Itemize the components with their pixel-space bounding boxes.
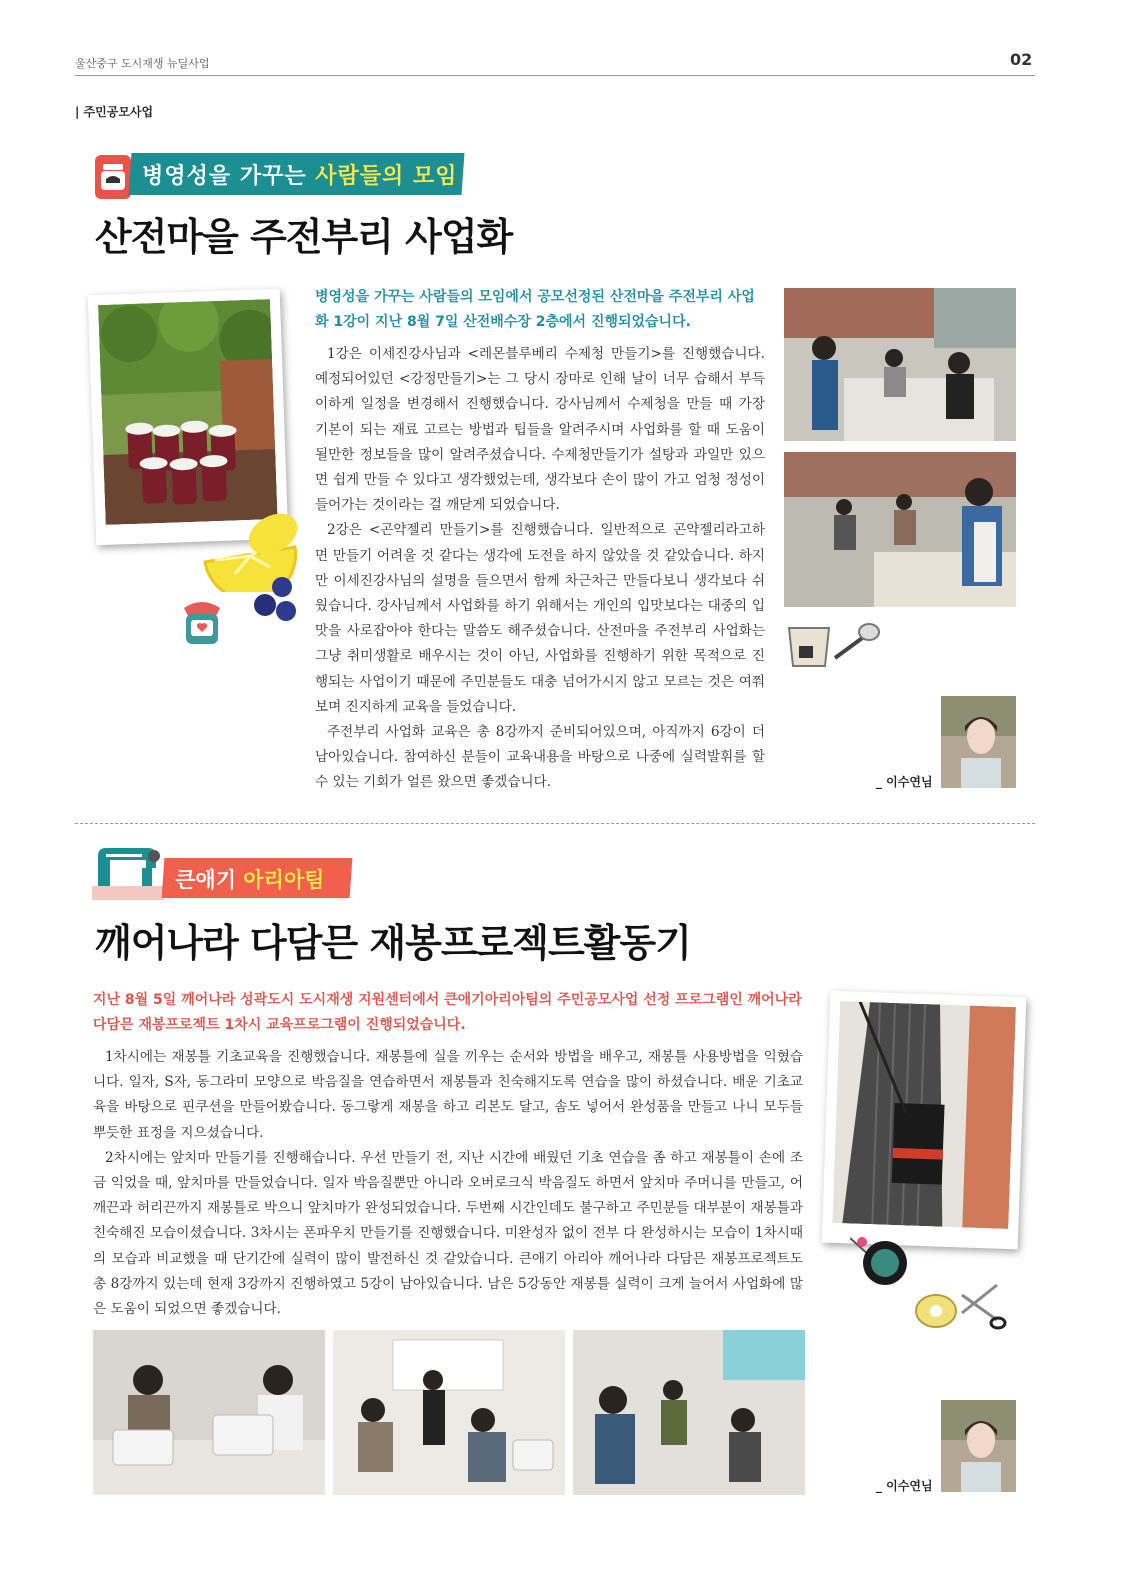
sewing-machine-icon: [92, 842, 164, 908]
blueberry-icon: [250, 575, 300, 629]
article1-title: 산전마을 주전부리 사업화: [95, 215, 513, 259]
banner1-highlight: 사람들의 모임: [315, 164, 458, 189]
class-photo-2: [784, 452, 1016, 607]
banner1-plain: 병영성을 가꾸는: [142, 164, 316, 189]
article1-paragraph-3: 주전부리 사업화 교육은 총 8강까지 준비되어있으며, 아직까지 6강이 더 남아있습니다. 참여하신 분들이 교육내용을 바탕으로 나중에 실력발휘를 할 수 있는 기회가 얼른 왔으면 좋겠습니다.: [315, 724, 765, 791]
apron-photo-frame: [822, 991, 1027, 1250]
sewing-class-photo-1: [93, 1330, 325, 1495]
jars-photo-frame: [88, 289, 289, 546]
article2-credit: _ 이수연님: [876, 1479, 933, 1493]
article2-lead: 지난 8월 5일 깨어나라 성곽도시 도시재생 지원센터에서 큰애기아리아팀의 주민공모사업 선정 프로그램인 깨어나라 다담믄 재봉프로젝트 1차시 교육프로그램이 진행되었습니다.: [93, 992, 802, 1033]
article2-title: 깨어나라 다담믄 재봉프로젝트활동기: [95, 921, 691, 965]
apron-photo: [832, 1001, 1016, 1229]
jars-photo: [98, 299, 278, 525]
article2-banner: [162, 858, 353, 898]
article1-body: [315, 342, 765, 796]
article2-paragraph-1: 1차시에는 재봉틀 기초교육을 진행했습니다. 재봉틀에 실을 끼우는 순서와 방법을 배우고, 재봉틀 사용방법을 익혔습니다. 일자, S자, 동그라미 모양으로 박음질을 연습하면서 재봉틀과 친숙해지도록 연습을 많이 하셨습니다. 배운 기초교육을 바탕으로 핀쿠션을 만들어봤습니다. 동그랗게 재봉을 하고 리본도 달고, 솜도 넣어서 완성품을 만들고 나니 모두들 뿌듯한 표정을 지으셨습니다.: [93, 1049, 803, 1141]
banner2-plain: 큰애기: [175, 868, 244, 892]
scissors-tape-icon: [912, 1275, 1007, 1339]
section-label: | 주민공모사업: [75, 105, 154, 119]
section-divider: [75, 823, 1035, 824]
jam-jar-icon: [178, 598, 226, 652]
article1-credit: _ 이수연님: [876, 775, 933, 789]
header-divider: [75, 75, 1035, 76]
article2-body: [93, 1045, 803, 1322]
class-photo-1: [784, 288, 1016, 441]
sewing-class-photo-2: [333, 1330, 565, 1495]
author-avatar-1: [941, 696, 1016, 788]
article1-paragraph-2: 2강은 <곤약젤리 만들기>를 진행했습니다. 일반적으로 곤약젤리라고하면 만들기 어려울 것 같다는 생각에 도전을 하지 않았을 것 같았습니다. 하지만 이세진강사님의 설명을 들으면서 함께 차근차근 만들다보니 생각보다 쉬웠습니다. 강사님께서 사업화를 하기 위해서는 개인의 입맛보다는 대중의 입맛을 사로잡아야 한다는 말씀도 해주셨습니다. 산전마을 주전부리 사업화는 그냥 취미생활로 배우시는 것이 아닌, 사업화를 진행하기 위한 목적으로 진행되는 사업이기 때문에 주민분들도 대충 넘어가시지 않고 모르는 것은 여쭤보며 진지하게 교육을 들었습니다.: [315, 522, 765, 715]
page-number: 02: [1010, 50, 1033, 69]
author-avatar-2: [941, 1400, 1016, 1492]
measuring-cup-icon: [785, 618, 880, 677]
jar-icon: [95, 155, 131, 199]
article1-banner: [129, 153, 465, 195]
header-publication: 울산중구 도시재생 뉴딜사업: [75, 57, 210, 70]
article2-paragraph-2: 2차시에는 앞치마 만들기를 진행해습니다. 우선 만들기 전, 지난 시간에 배웠던 기초 연습을 좀 하고 재봉틀이 손에 조금 익었을 때, 앞치마를 만들었습니다. 일자 박음질뿐만 아니라 오버로크식 박음질도 하면서 앞치마 주머니를 만들고, 어깨끈과 허리끈까지 재봉틀로 박으니 앞치마가 완성되었습니다. 두번째 시간인데도 불구하고 주민분들 대부분이 재봉틀과 친숙해진 모습이셨습니다. 3차시는 폰파우치 만들기를 진행했습니다. 미완성자 없이 전부 다 완성하시는 모습이 1차시때의 모습과 비교했을 때 단기간에 실력이 많이 발전하신 것 같았습니다. 큰애기 아리아 깨어나라 다담믄 재봉프로젝트도 총 8강까지 있는데 현재 3강까지 진행하였고 5강이 남아있습니다. 남은 5강동안 재봉틀 실력이 크게 늘어서 사업화에 많은 도움이 되었으면 좋겠습니다.: [93, 1149, 803, 1318]
pincushion-icon: [850, 1228, 920, 1292]
article1-lead: 병영성을 가꾸는 사람들의 모임에서 공모선정된 산전마을 주전부리 사업화 1강이 지난 8월 7일 산전배수장 2층에서 진행되었습니다.: [315, 289, 755, 330]
article1-paragraph-1: 1강은 이세진강사님과 <레몬블루베리 수제청 만들기>를 진행했습니다. 예정되어있던 <강정만들기>는 그 당시 장마로 인해 날이 너무 습해서 부득이하게 일정을 변경해서 진행했습니다. 강사님께서 수제청을 만들 때 가장 기본이 되는 재료 고르는 방법과 팁들을 알려주시며 사업화를 할 때 도움이 될만한 정보들을 많이 알려주셨습니다. 수제청만들기가 설탕과 과일만 있으면 쉽게 만들 수 있다고 생각했었는데, 생각보다 손이 많이 가고 엄청 정성이 들어가는 것이라는 걸 깨닫게 되었습니다.: [315, 346, 765, 514]
sewing-class-photo-3: [573, 1330, 805, 1495]
banner2-highlight: 아리아팀: [243, 868, 325, 892]
